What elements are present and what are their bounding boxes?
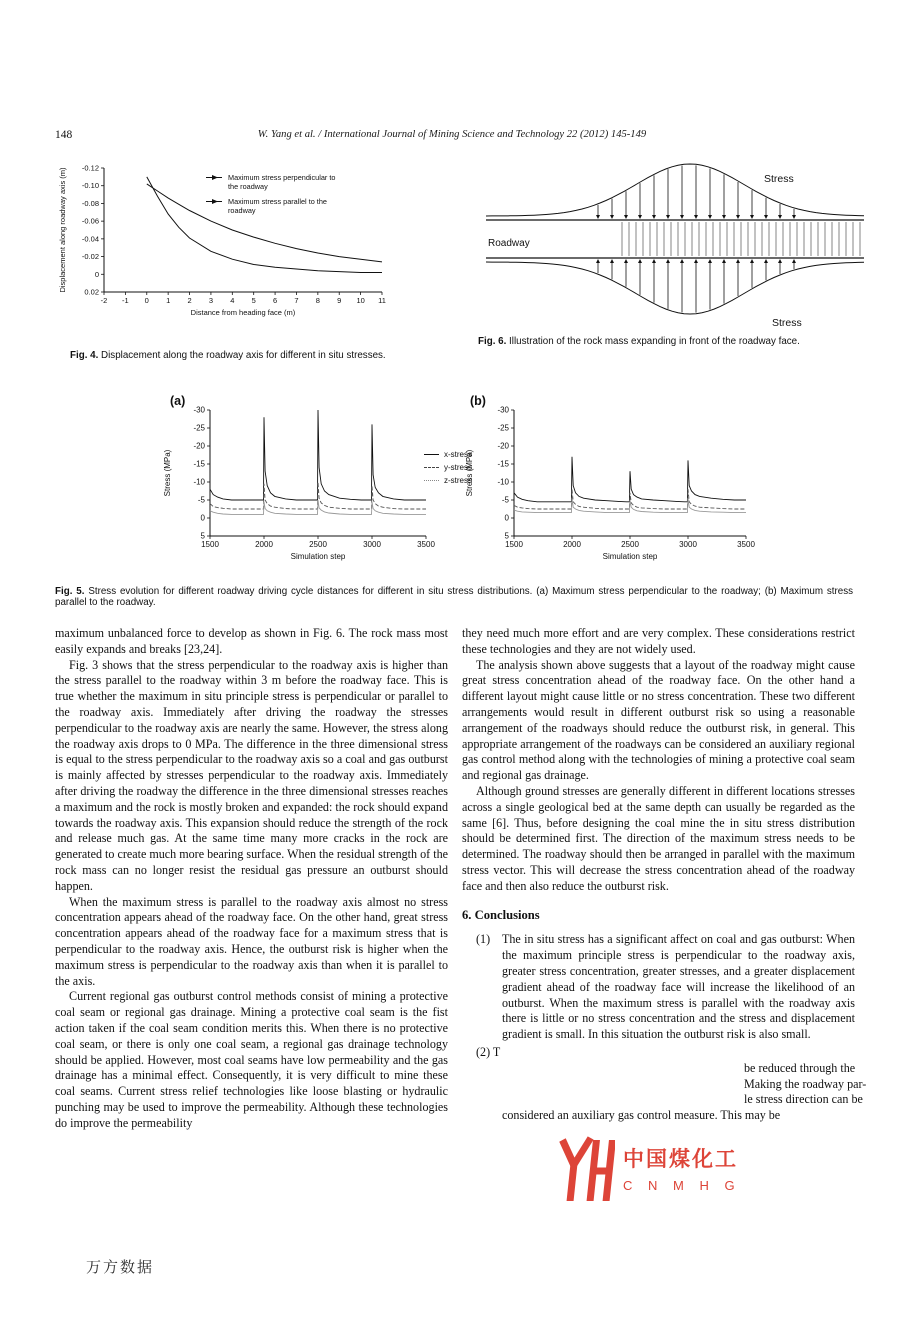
fig6-roadway-label: Roadway xyxy=(488,238,530,249)
svg-text:5: 5 xyxy=(504,531,509,541)
fig5-panel-a-label: (a) xyxy=(170,394,186,408)
paragraph: maximum unbalanced force to develop as shown in Fig. 6. The rock mass most easily expands and breaks [23,24]. xyxy=(55,626,448,656)
svg-text:0: 0 xyxy=(200,513,205,523)
solid-line-swatch xyxy=(424,454,439,455)
svg-text:-0.12: -0.12 xyxy=(81,163,99,173)
svg-text:7: 7 xyxy=(294,296,299,305)
svg-text:4: 4 xyxy=(230,296,235,305)
fig4-caption-label: Fig. 4. xyxy=(70,350,99,361)
svg-text:-15: -15 xyxy=(193,459,205,469)
fig6-caption xyxy=(478,336,858,347)
svg-text:1: 1 xyxy=(166,296,171,305)
watermark-chinese-text: 中国煤化工 xyxy=(623,1148,738,1171)
svg-text:-30: -30 xyxy=(497,405,509,415)
watermark-latin-text: C N M H G xyxy=(623,1178,741,1193)
legend-label: x-stress xyxy=(444,450,472,459)
svg-text:2500: 2500 xyxy=(309,540,327,549)
svg-text:1500: 1500 xyxy=(201,540,219,549)
svg-text:-5: -5 xyxy=(197,495,205,505)
fig6-figure xyxy=(480,154,870,332)
svg-text:3000: 3000 xyxy=(679,540,697,549)
fig5-chart-b-svg xyxy=(458,394,756,574)
fig5-caption-text: Stress evolution for different roadway driving cycle distances for different in situ stress distributions. (a) Maximum stress perpendicular to the roadway; (b) Maximum stress parallel to the roadway. xyxy=(55,586,853,608)
svg-text:Stress (MPa): Stress (MPa) xyxy=(465,449,474,497)
svg-text:Simulation step: Simulation step xyxy=(290,552,346,561)
svg-text:-1: -1 xyxy=(122,296,129,305)
paragraph: The analysis shown above suggests that a layout of the roadway might cause great stress concentration ahead of the roadway face. On the other hand a different layout might cause little or no stress concentration. These two different arrangements would result in different outburst risk so using a reasonable arrangement of the roadways should reduce the outburst risk, in general. This appropriate arrangement of the roadways can be considered an auxiliary regional gas control method along with the technologies of mining a protective coal seam and regional gas drainage. xyxy=(462,657,855,783)
fig6-illustration-svg xyxy=(480,154,870,332)
fig4-chart-svg xyxy=(56,156,396,352)
svg-text:-0.08: -0.08 xyxy=(81,198,99,208)
svg-text:Maximum stress perpendicular t: Maximum stress perpendicular to xyxy=(228,173,336,182)
text-line xyxy=(476,1092,863,1108)
cnmhg-watermark xyxy=(549,1124,757,1216)
svg-text:3500: 3500 xyxy=(417,540,435,549)
svg-text:3000: 3000 xyxy=(363,540,381,549)
svg-text:0.02: 0.02 xyxy=(84,287,99,297)
cnmhg-logo-icon xyxy=(551,1135,615,1205)
paragraph: they need much more effort and are very complex. These considerations restrict these technologies and they are not widely used. xyxy=(462,626,855,656)
svg-text:1500: 1500 xyxy=(505,540,523,549)
list-number: (1) xyxy=(476,932,491,947)
svg-text:0: 0 xyxy=(94,269,99,279)
running-head: W. Yang et al. / International Journal of Mining Science and Technology 22 (2012) 145-149 xyxy=(257,129,647,140)
svg-text:-25: -25 xyxy=(497,423,509,433)
fig4-caption-text: Displacement along the roadway axis for different in situ stresses. xyxy=(101,350,386,361)
fig4-chart xyxy=(56,156,396,356)
text-line xyxy=(476,1108,855,1124)
svg-text:-15: -15 xyxy=(497,459,509,469)
fig6-caption-label: Fig. 6. xyxy=(478,336,507,347)
svg-text:-30: -30 xyxy=(193,405,205,415)
fig4-caption xyxy=(70,350,390,361)
right-column xyxy=(462,626,867,1124)
svg-text:5: 5 xyxy=(251,296,256,305)
paragraph: Fig. 3 shows that the stress perpendicular to the roadway axis is higher than the stress parallel to the roadway within 3 m before the roadway face. This is true whether the maximum in situ principle stress is perpendicular or parallel to the roadway axis. Immediately after driving the roadway the stresses perpendicular to the roadway axis are nearly the same. However, the stress along the roadway axis drops to 0 MPa. The difference in the three dimensional stress is equal to the stress perpendicular to the roadway axis so a coal and gas outburst is mainly affected by stresses perpendicular to the roadway axis. Immediately after driving the roadway the difference in the three dimensional stresses reaches a maximum and the rock is mostly broken and expanded: the rock should expand towards the roadway axis. This expansion should reduce the strength of the rock and release much gas. At the same time many more cracks in the rock are generated to create much more bearing surface. When the residual strength of the rock mass can no longer resist the residual gas pressure an outburst should happen. xyxy=(55,657,448,893)
svg-text:-0.10: -0.10 xyxy=(81,181,99,191)
svg-text:Displacement along roadway axi: Displacement along roadway axis (m) xyxy=(58,167,67,293)
dashed-line-swatch xyxy=(424,467,439,468)
svg-text:Simulation step: Simulation step xyxy=(602,552,658,561)
fig5-panel-b-label: (b) xyxy=(470,394,486,408)
svg-text:5: 5 xyxy=(200,531,205,541)
svg-text:0: 0 xyxy=(144,296,149,305)
page-number: 148 xyxy=(55,129,73,141)
svg-text:-0.02: -0.02 xyxy=(81,252,99,262)
svg-text:-0.04: -0.04 xyxy=(81,234,99,244)
cnmhg-watermark-text xyxy=(623,1147,741,1193)
text-line xyxy=(476,1045,855,1061)
svg-text:-25: -25 xyxy=(193,423,205,433)
svg-text:Stress (MPa): Stress (MPa) xyxy=(163,449,172,497)
svg-text:3500: 3500 xyxy=(737,540,755,549)
legend-label: y-stress xyxy=(444,463,472,472)
conclusion-item-1 xyxy=(476,932,855,1043)
text-fragment: be reduced through the xyxy=(744,1060,856,1075)
left-column xyxy=(55,626,448,1132)
svg-text:-2: -2 xyxy=(100,296,108,305)
svg-text:8: 8 xyxy=(315,296,320,305)
fig6-stress-top-label: Stress xyxy=(764,173,794,185)
conclusion-item-1-text: The in situ stress has a significant affect on coal and gas outburst: When the maximum principle stress is perpendicular to the roadway axis, greater stress concentration, greater stresses, and a greater displacement gradient ahead of the roadway face will increase the likelihood of an outburst. When the maximum stress is parallel with the roadway axis there is little or no stress concentration and the stress and displacement gradient is small. In this situation the outburst risk is also small. xyxy=(502,932,855,1042)
svg-text:9: 9 xyxy=(337,296,342,305)
fig6-stress-bottom-label: Stress xyxy=(772,317,802,329)
svg-text:3: 3 xyxy=(208,296,214,305)
fig5-chart-b xyxy=(458,394,756,580)
paragraph: Although ground stresses are generally different in different locations stresses across a single geological bed at the same depth can usually be regarded as the same [6]. Thus, before designing the coal mine the in situ stress distribution should be determined first. The direction of the maximum stress needs to be determined. The roadway should then be arranged in parallel with the maximum stress vector. This will decrease the stress concentration ahead of the roadway face and then also reduce the outburst risk. xyxy=(462,783,855,893)
svg-text:2000: 2000 xyxy=(255,540,273,549)
text-fragment: le stress direction can be xyxy=(744,1092,863,1107)
text-fragment: considered an auxiliary gas control measure. This may be xyxy=(502,1108,781,1123)
fig5-caption xyxy=(55,586,853,608)
fig6-caption-text: Illustration of the rock mass expanding in front of the roadway face. xyxy=(509,336,800,347)
conclusions-heading: 6. Conclusions xyxy=(462,907,540,922)
svg-text:Distance from heading face (m): Distance from heading face (m) xyxy=(190,308,296,317)
fig5-chart-a xyxy=(158,394,436,580)
dotted-line-swatch xyxy=(424,480,439,481)
svg-text:roadway: roadway xyxy=(228,206,256,215)
svg-text:-10: -10 xyxy=(497,477,509,487)
svg-text:the roadway: the roadway xyxy=(228,182,268,191)
svg-text:-5: -5 xyxy=(501,495,509,505)
paragraph: When the maximum stress is parallel to the roadway axis almost no stress concentration appears ahead of the roadway face. On the other hand, great stress concentration appears ahead of the roadway face for a maximum stress that is perpendicular to the roadway axis. Hence, the outburst risk is higher when the maximum stress is perpendicular to the roadway axis than when it is parallel to the axis. xyxy=(55,894,448,988)
text-line xyxy=(476,1076,867,1093)
text-line xyxy=(476,1061,855,1077)
wanfang-watermark: 万方数据 xyxy=(86,1259,155,1276)
text-fragment: Making the roadway par- xyxy=(744,1076,867,1091)
svg-text:2500: 2500 xyxy=(621,540,639,549)
legend-label: z-stress xyxy=(444,476,472,485)
svg-text:0: 0 xyxy=(504,513,509,523)
svg-text:-20: -20 xyxy=(193,441,205,451)
fig5-chart-a-svg xyxy=(158,394,436,574)
paragraph: Current regional gas outburst control methods consist of mining a protective coal seam or regional gas drainage. Mining a protective coal seam is the fist action taken if the coal seam condition merits this. When there is no protective coal seam, or there is only one coal seam, a regional gas drainage technology should be applied. However, most coal seams have low permeability and the gas drainage has a minimal effect. Consequently, it is very difficult to mine these coal seams. Current stress relief technologies like loose blasting or hydraulic punching may be used to improve the permeability. Although these technologies do improve the permeability xyxy=(55,989,448,1130)
svg-text:-20: -20 xyxy=(497,441,509,451)
svg-text:-10: -10 xyxy=(193,477,205,487)
text-fragment: (2) T xyxy=(476,1044,501,1059)
svg-text:Maximum stress parallel to the: Maximum stress parallel to the xyxy=(228,197,327,206)
svg-text:2: 2 xyxy=(187,296,192,305)
svg-text:6: 6 xyxy=(272,296,278,305)
svg-text:11: 11 xyxy=(378,296,386,305)
svg-text:2000: 2000 xyxy=(563,540,581,549)
conclusion-item-2 xyxy=(476,1044,867,1124)
svg-text:10: 10 xyxy=(356,296,365,305)
svg-text:-0.06: -0.06 xyxy=(81,216,99,226)
fig5-caption-label: Fig. 5. xyxy=(55,586,85,597)
